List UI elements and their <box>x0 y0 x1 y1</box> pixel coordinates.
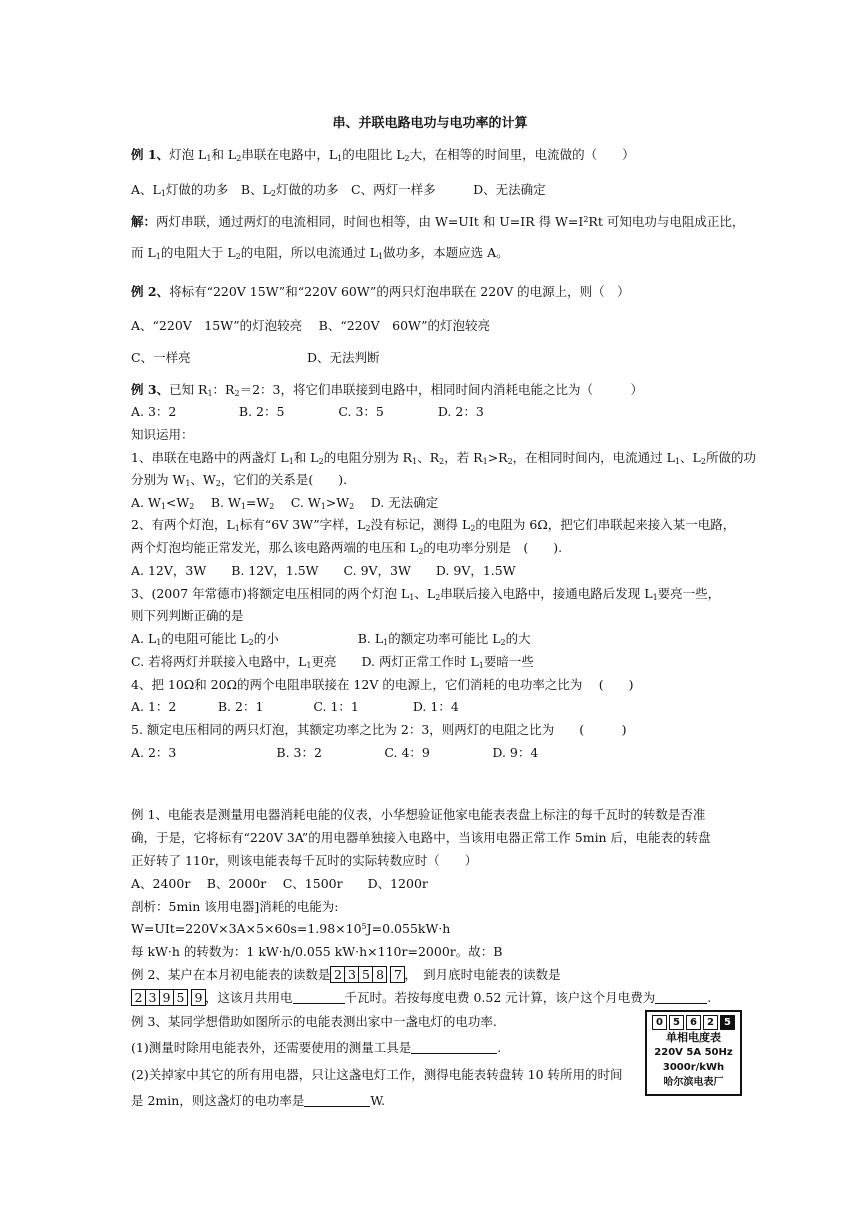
question-3-options-2: C. 若将两灯并联接入电路中，$L_1$更亮 D. 两灯正常工作时 $L_1$要暗一些 <box>131 654 534 670</box>
question-1: 1、串联在电路中的两盏灯 $L_1$和 $L_2$的电阻分别为 $R_1$、$R_2$，若 $R_1>R_2$，在相同时间内，电流通过 $L_1$、$L_2$所做的功 <box>131 450 756 466</box>
meter-example-3-q2: (2)关掉家中其它的所有用电器，只让这盏电灯工作，测得电能表转盘转 10 转所用的时间 <box>131 1067 623 1082</box>
meter-example-3: 例 3、某同学想借助如图所示的电能表测出家中一盏电灯的电功率. <box>131 1014 497 1029</box>
question-2-options: A. 12V，3W B. 12V，1.5W C. 9V，3W D. 9V，1.5W <box>131 563 516 578</box>
analysis: 剖析：5min 该用电器]消耗的电能为: <box>131 899 339 914</box>
question-4-options: A. 1：2 B. 2：1 C. 1：1 D. 1：4 <box>131 699 459 714</box>
reading-end-decimal: 9 <box>191 989 206 1006</box>
solution-line-2: 而 $L_1$的电阻大于 $L_2$的电阻，所以电流通过 $L_1$做功多，本题应选 A。 <box>131 245 509 261</box>
example-1-options: A、$L_1$灯做的功多 B、$L_2$灯做的功多 C、两灯一样多 D、无法确定 <box>131 182 546 198</box>
question-5-options: A. 2：3 B. 3：2 C. 4：9 D. 9：4 <box>131 745 539 760</box>
meter-maker: 哈尔滨电表厂 <box>663 1077 724 1088</box>
reading-end: 2 3 9 5 <box>131 990 187 1005</box>
answer-blank-tool[interactable] <box>411 1041 497 1054</box>
page-title: 串、并联电路电功与电功率的计算 <box>332 116 528 131</box>
question-2: 2、有两个灯泡，$L_1$标有“6V 3W”字样，$L_2$没有标记，测得 $L_2$的电阻为 6Ω，把它们串联起来接入某一电路， <box>131 517 736 533</box>
meter-digits: 0 5 6 2 5 <box>647 1015 740 1030</box>
meter-name: 单相电度表 <box>666 1031 721 1044</box>
meter-example-1-line-3: 正好转了 110r，则该电能表每千瓦时的实际转数应时（ ） <box>131 853 478 868</box>
meter-rating: 220V 5A 50Hz <box>654 1047 733 1058</box>
question-3-options-1: A. $L_1$的电阻可能比 $L_2$的小 B. $L_1$的额定功率可能比 $L_2$的大 <box>131 631 531 647</box>
meter-example-2: 例 2、某户在本月初电能表的读数是 2 3 5 8 7 ， 到月底时电能表的读数是 <box>131 967 561 982</box>
calculation-2: 每 kW·h 的转数为：1 kW·h/0.055 kW·h×110r=2000r。故：B <box>131 944 503 959</box>
answer-blank-power[interactable] <box>304 1094 370 1107</box>
example-3: 例 3、已知 $R_1$：$R_2=2$：3，将它们串联接到电路中，相同时间内消耗电能之比为（ ） <box>131 382 643 398</box>
electric-meter-figure <box>645 1010 742 1096</box>
solution-line-1: 解：两灯串联，通过两灯的电流相同，时间也相等，由 W=UIt 和 U=IR 得 $W=I^2Rt$ 可知电功与电阻成正比， <box>131 214 745 229</box>
question-3-line-2: 则下列判断正确的是 <box>131 608 244 623</box>
calculation-1: $W=UIt=220V\times 3A\times 5\times 60s=1.98\times 10^5J=0.055kW\cdot h$ <box>131 921 451 936</box>
question-2-line-2: 两个灯泡均能正常发光，那么该电路两端的电压和 $L_2$的电功率分别是 ( ). <box>131 540 563 556</box>
answer-blank-energy[interactable] <box>293 991 345 1004</box>
example-1: 例 1、灯泡 $L_1$和 $L_2$串联在电路中，$L_1$的电阻比 $L_2$大，在相等的时间里，电流做的（ ） <box>131 147 635 163</box>
knowledge-heading: 知识运用： <box>131 427 194 442</box>
meter-revolutions: 3000r/kWh <box>662 1062 725 1073</box>
example-2-options-2: C、一样亮 D、无法判断 <box>131 350 380 365</box>
question-5: 5. 额定电压相同的两只灯泡，其额定功率之比为 2：3，则两灯的电阻之比为 ( ) <box>131 722 627 737</box>
example-3-options: A. 3：2 B. 2：5 C. 3：5 D. 2：3 <box>131 404 484 419</box>
question-3: 3、(2007 年常德市)将额定电压相同的两个灯泡 $L_1$、$L_2$串联后接入电路中，接通电路后发现 $L_1$要亮一些， <box>131 586 721 602</box>
meter-example-3-q2-line-2: 是 2min，则这盏灯的电功率是 W. <box>131 1093 385 1108</box>
meter-example-1-options: A、2400r B、2000r C、1500r D、1200r <box>131 876 428 891</box>
meter-example-1-line-1: 例 1、电能表是测量用电器消耗电能的仪表，小华想验证他家电能表表盘上标注的每千瓦时的转数是否准 <box>131 807 706 822</box>
answer-blank-cost[interactable] <box>655 991 707 1004</box>
example-2-options-1: A、“220V 15W”的灯泡较亮 B、“220V 60W”的灯泡较亮 <box>131 318 490 333</box>
example-2: 例 2、将标有“220V 15W”和“220V 60W”的两只灯泡串联在 220V 的电源上，则（ ） <box>131 284 630 299</box>
reading-start: 2 3 5 8 <box>330 967 386 982</box>
meter-example-1-line-2: 确，于是，它将标有“220V 3A”的用电器单独接入电路中，当该用电器正常工作 5min 后，电能表的转盘 <box>131 830 711 845</box>
question-1-options: A. $W_1<W_2$ B. $W_1=W_2$ C. $W_1>W_2$ D. 无法确定 <box>131 495 439 511</box>
question-1-line-2: 分别为 $W_1$、$W_2$，它们的关系是( ). <box>131 472 348 488</box>
meter-example-3-q1: (1)测量时除用电能表外，还需要使用的测量工具是 . <box>131 1040 502 1055</box>
reading-start-decimal: 7 <box>390 966 405 983</box>
question-4: 4、把 10Ω和 20Ω的两个电阻串联接在 12V 的电源上，它们消耗的电功率之比为 ( ) <box>131 677 634 692</box>
meter-example-2-line-2: 2 3 9 5 9 ，这该月共用电 千瓦时。若按每度电费 0.52 元计算，该户这个月电费为 . <box>131 989 711 1006</box>
